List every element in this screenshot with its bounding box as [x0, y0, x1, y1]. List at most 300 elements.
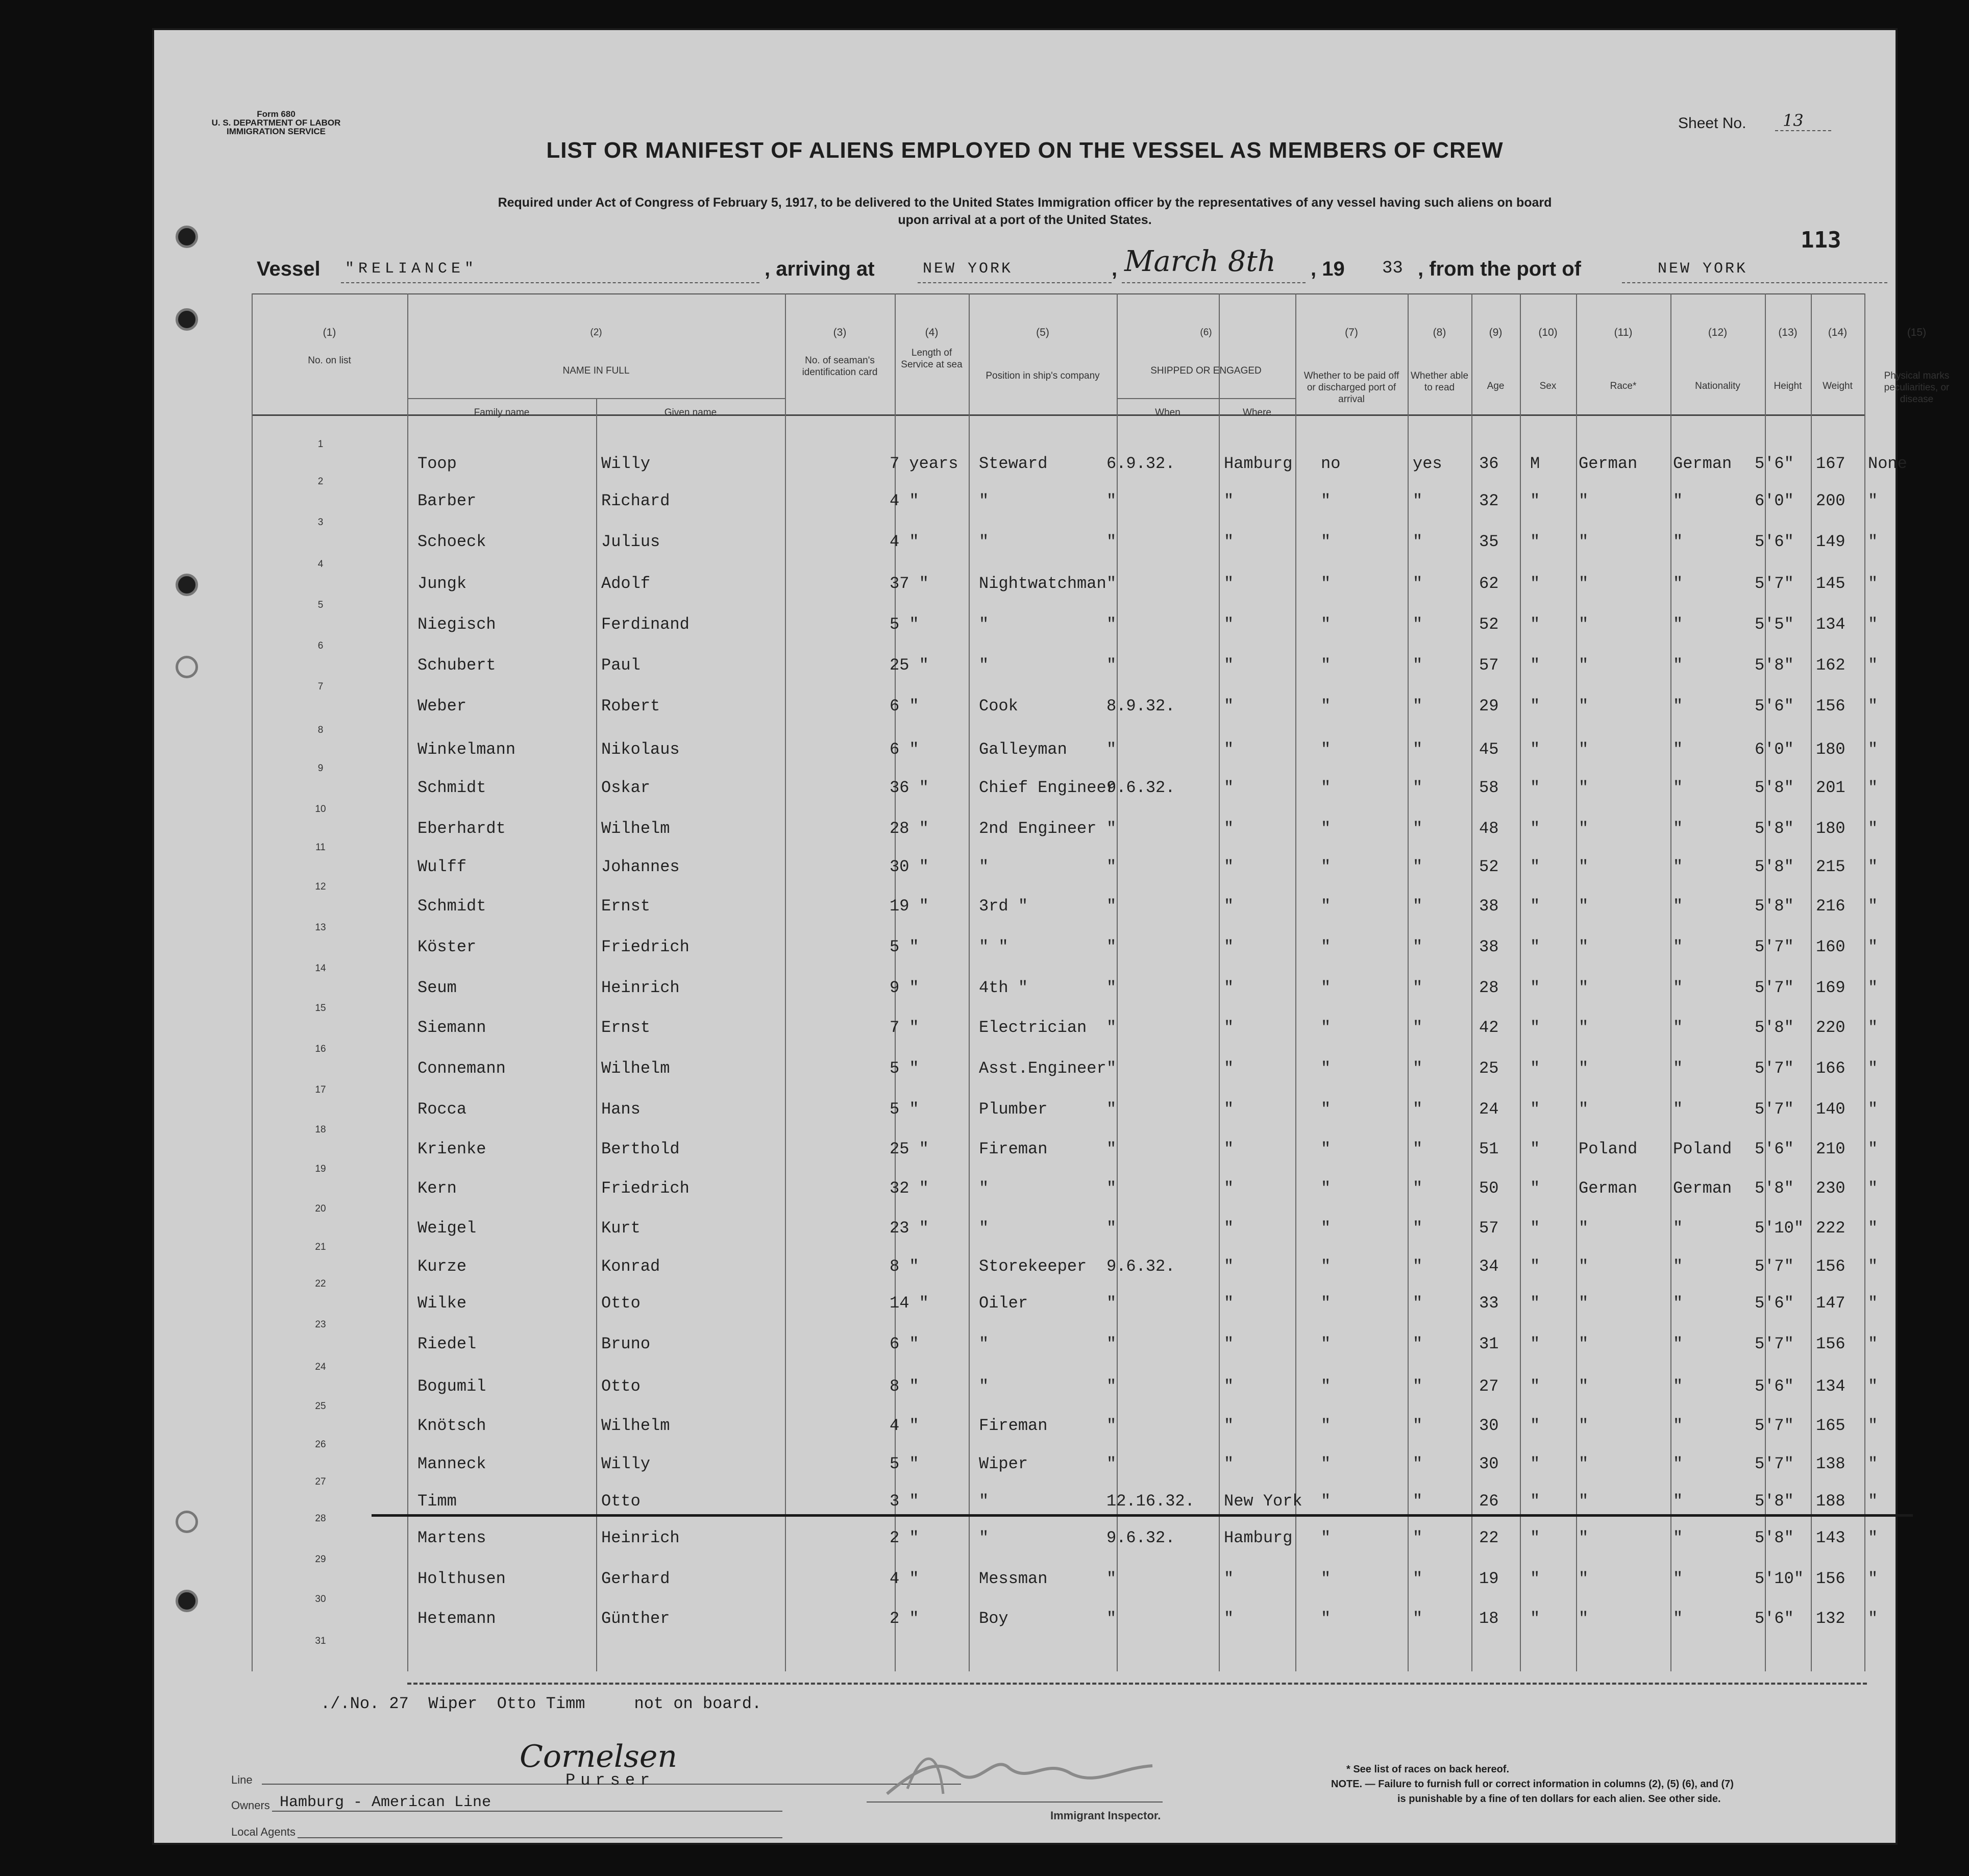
cell-physical-marks: " [1868, 1179, 1878, 1198]
cell-age: 51 [1479, 1140, 1499, 1158]
cell-position: " [979, 532, 989, 551]
cell-nationality: " [1673, 1492, 1683, 1511]
cell-shipped-where: " [1224, 697, 1234, 715]
cell-height: 5'10" [1755, 1219, 1804, 1238]
cell-race: " [1579, 491, 1589, 510]
cell-able-read: " [1413, 1257, 1423, 1276]
note-3: is punishable by a fine of ten dollars for each alien. See other side. [1397, 1793, 1721, 1805]
cell-service-length: 2 " [890, 1609, 919, 1628]
owners-value: Hamburg - American Line [280, 1794, 491, 1811]
cell-shipped-when: 12.16.32. [1106, 1492, 1195, 1511]
cell-service-length: 5 " [890, 937, 919, 956]
cell-able-read: " [1413, 1294, 1423, 1313]
subtitle-line-2: upon arrival at a port of the United States. [898, 213, 1152, 227]
cell-age: 35 [1479, 532, 1499, 551]
cell-shipped-when: " [1106, 1294, 1117, 1313]
cell-physical-marks: " [1868, 1257, 1878, 1276]
header-name-in-full: NAME IN FULL [562, 365, 630, 376]
cell-physical-marks: " [1868, 819, 1878, 838]
cell-sex: " [1530, 937, 1540, 956]
cell-race: " [1579, 937, 1589, 956]
punch-hole [176, 1590, 198, 1612]
cell-nationality: " [1673, 1335, 1683, 1353]
cell-service-length: 14 " [890, 1294, 929, 1313]
cell-paid-off: " [1321, 1018, 1331, 1037]
cell-shipped-when: " [1106, 615, 1117, 634]
cell-height: 5'6" [1755, 1609, 1794, 1628]
header-service-number: (4) [925, 327, 939, 338]
cell-age: 18 [1479, 1609, 1499, 1628]
arriving-label: , arriving at [765, 258, 875, 280]
cell-paid-off: " [1321, 1492, 1331, 1511]
cell-weight: 149 [1816, 532, 1845, 551]
row-number: 1 [317, 439, 324, 450]
cell-weight: 156 [1816, 1335, 1845, 1353]
cell-family-name: Bogumil [417, 1377, 486, 1396]
cell-weight: 134 [1816, 1377, 1845, 1396]
cell-family-name: Seum [417, 978, 457, 997]
cell-family-name: Timm [417, 1492, 457, 1511]
cell-sex: " [1530, 1609, 1540, 1628]
cell-age: 38 [1479, 937, 1499, 956]
cell-nationality: " [1673, 937, 1683, 956]
cell-family-name: Schmidt [417, 778, 486, 797]
cell-race: " [1579, 1294, 1589, 1313]
remark: ./.No. 27 Wiper Otto Timm not on board. [321, 1694, 762, 1713]
cell-weight: 160 [1816, 937, 1845, 956]
row-number: 25 [315, 1401, 326, 1412]
inspector-label: Immigrant Inspector. [1050, 1809, 1161, 1822]
cell-race: " [1579, 857, 1589, 876]
cell-nationality: " [1673, 1018, 1683, 1037]
cell-given-name: Ferdinand [601, 615, 690, 634]
header-no-on-list: No. on list [308, 355, 351, 366]
row-number: 2 [317, 476, 324, 487]
cell-shipped-where: " [1224, 1140, 1234, 1158]
cell-height: 5'8" [1755, 819, 1794, 838]
cell-shipped-when: " [1106, 1059, 1117, 1078]
header-shipped-engaged: SHIPPED OR ENGAGED [1150, 365, 1262, 376]
cell-race: " [1579, 1257, 1589, 1276]
comma-1: , [1112, 258, 1118, 280]
cell-race: " [1579, 1377, 1589, 1396]
cell-shipped-when: " [1106, 1179, 1117, 1198]
cell-height: 5'6" [1755, 1294, 1794, 1313]
cell-shipped-when: " [1106, 1609, 1117, 1628]
cell-position: Cook [979, 697, 1018, 715]
cell-given-name: Heinrich [601, 978, 680, 997]
cell-position: Oiler [979, 1294, 1028, 1313]
cell-height: 5'7" [1755, 1416, 1794, 1435]
cell-height: 5'8" [1755, 1528, 1794, 1547]
cell-able-read: " [1413, 1416, 1423, 1435]
cell-position: Asst.Engineer [979, 1059, 1106, 1078]
cell-shipped-where: " [1224, 656, 1234, 675]
cell-weight: 145 [1816, 574, 1845, 593]
cell-sex: " [1530, 532, 1540, 551]
cell-race: " [1579, 819, 1589, 838]
strike-through-line [372, 1514, 1913, 1517]
cell-physical-marks: " [1868, 1294, 1878, 1313]
cell-nationality: " [1673, 1528, 1683, 1547]
cell-nationality: " [1673, 1257, 1683, 1276]
cell-given-name: Konrad [601, 1257, 660, 1276]
cell-service-length: 37 " [890, 574, 929, 593]
cell-given-name: Wilhelm [601, 819, 670, 838]
vessel-label: Vessel [257, 258, 321, 280]
cell-height: 5'8" [1755, 857, 1794, 876]
cell-race: " [1579, 1454, 1589, 1473]
header-no-on-list-number: (1) [323, 327, 336, 338]
cell-given-name: Nikolaus [601, 740, 680, 759]
cell-paid-off: " [1321, 697, 1331, 715]
cell-family-name: Köster [417, 937, 477, 956]
row-number: 27 [315, 1476, 326, 1487]
column-rule [1520, 293, 1521, 1671]
cell-position: " [979, 491, 989, 510]
cell-shipped-where: " [1224, 1059, 1234, 1078]
cell-paid-off: " [1321, 937, 1331, 956]
arrival-date: March 8th [1124, 245, 1276, 278]
cell-nationality: " [1673, 1294, 1683, 1313]
cell-position: " [979, 1377, 989, 1396]
cell-height: 5'7" [1755, 978, 1794, 997]
cell-nationality: " [1673, 1059, 1683, 1078]
cell-paid-off: " [1321, 1257, 1331, 1276]
cell-given-name: Berthold [601, 1140, 680, 1158]
cell-sex: " [1530, 1416, 1540, 1435]
cell-able-read: " [1413, 857, 1423, 876]
cell-nationality: " [1673, 1609, 1683, 1628]
cell-family-name: Schmidt [417, 897, 486, 916]
cell-shipped-when: 8.9.32. [1106, 697, 1175, 715]
cell-able-read: yes [1413, 454, 1442, 473]
cell-physical-marks: " [1868, 656, 1878, 675]
cell-shipped-when: " [1106, 1569, 1117, 1588]
cell-physical-marks: " [1868, 1569, 1878, 1588]
cell-service-length: 4 " [890, 1569, 919, 1588]
cell-paid-off: " [1321, 740, 1331, 759]
header-weight: Weight [1823, 381, 1853, 391]
cell-physical-marks: " [1868, 1219, 1878, 1238]
cell-physical-marks: None [1868, 454, 1907, 473]
cell-sex: " [1530, 1100, 1540, 1119]
cell-weight: 210 [1816, 1140, 1845, 1158]
cell-shipped-where: Hamburg [1224, 1528, 1293, 1547]
row-number: 11 [315, 842, 326, 853]
cell-age: 52 [1479, 615, 1499, 634]
cell-age: 58 [1479, 778, 1499, 797]
cell-physical-marks: " [1868, 1140, 1878, 1158]
cell-shipped-where: " [1224, 1454, 1234, 1473]
cell-race: " [1579, 697, 1589, 715]
cell-given-name: Otto [601, 1294, 641, 1313]
cell-given-name: Bruno [601, 1335, 651, 1353]
column-rule [1295, 293, 1296, 1671]
cell-race: " [1579, 1492, 1589, 1511]
cell-service-length: 5 " [890, 1454, 919, 1473]
cell-family-name: Schoeck [417, 532, 486, 551]
cell-sex: " [1530, 1377, 1540, 1396]
cell-position: " [979, 1528, 989, 1547]
cell-age: 30 [1479, 1416, 1499, 1435]
cell-position: Fireman [979, 1140, 1048, 1158]
cell-race: " [1579, 1335, 1589, 1353]
cell-race: " [1579, 778, 1589, 797]
cell-shipped-when: " [1106, 1140, 1117, 1158]
cell-service-length: 6 " [890, 1335, 919, 1353]
cell-shipped-where: " [1224, 491, 1234, 510]
column-rule [785, 293, 786, 1671]
cell-position: 2nd Engineer [979, 819, 1097, 838]
cell-given-name: Hans [601, 1100, 641, 1119]
cell-height: 5'6" [1755, 454, 1794, 473]
cell-height: 5'7" [1755, 1454, 1794, 1473]
cell-race: " [1579, 1528, 1589, 1547]
cell-age: 32 [1479, 491, 1499, 510]
header-physical-marks: Physical marks peculiarities, or disease [1884, 371, 1950, 405]
cell-weight: 132 [1816, 1609, 1845, 1628]
cell-able-read: " [1413, 937, 1423, 956]
cell-given-name: Robert [601, 697, 660, 715]
cell-nationality: " [1673, 491, 1683, 510]
cell-able-read: " [1413, 1219, 1423, 1238]
row-number: 12 [315, 881, 326, 892]
cell-paid-off: " [1321, 1100, 1331, 1119]
cell-paid-off: " [1321, 656, 1331, 675]
row-number: 28 [315, 1513, 326, 1524]
cell-age: 52 [1479, 857, 1499, 876]
subtitle [280, 194, 1770, 229]
cell-physical-marks: " [1868, 978, 1878, 997]
cell-service-length: 30 " [890, 857, 929, 876]
cell-able-read: " [1413, 656, 1423, 675]
cell-nationality: " [1673, 1416, 1683, 1435]
cell-shipped-when: " [1106, 897, 1117, 916]
cell-physical-marks: " [1868, 491, 1878, 510]
row-number: 20 [315, 1203, 326, 1214]
cell-family-name: Holthusen [417, 1569, 506, 1588]
form-department: U. S. DEPARTMENT OF LABOR [211, 118, 341, 128]
cell-able-read: " [1413, 1059, 1423, 1078]
row-number: 15 [315, 1003, 326, 1014]
cell-service-length: 4 " [890, 491, 919, 510]
cell-given-name: Willy [601, 454, 651, 473]
column-rule [1811, 293, 1812, 1671]
cell-shipped-when: " [1106, 574, 1117, 593]
cell-able-read: " [1413, 1335, 1423, 1353]
column-rule [1408, 293, 1409, 1671]
cell-age: 45 [1479, 740, 1499, 759]
cell-given-name: Wilhelm [601, 1416, 670, 1435]
cell-shipped-where: " [1224, 897, 1234, 916]
cell-family-name: Jungk [417, 574, 467, 593]
cell-service-length: 7 " [890, 1018, 919, 1037]
header-where: Where [1243, 407, 1271, 418]
cell-nationality: " [1673, 819, 1683, 838]
cell-given-name: Günther [601, 1609, 670, 1628]
cell-sex: " [1530, 1294, 1540, 1313]
cell-shipped-where: " [1224, 532, 1234, 551]
cell-given-name: Wilhelm [601, 1059, 670, 1078]
cell-given-name: Adolf [601, 574, 651, 593]
cell-paid-off: " [1321, 1377, 1331, 1396]
cell-weight: 180 [1816, 740, 1845, 759]
cell-given-name: Julius [601, 532, 660, 551]
cell-given-name: Otto [601, 1377, 641, 1396]
note-1: * See list of races on back hereof. [1346, 1764, 1510, 1775]
header-able-read-number: (8) [1433, 327, 1446, 338]
header-name-number: (2) [590, 327, 602, 338]
cell-shipped-where: " [1224, 778, 1234, 797]
manifest-sheet [152, 28, 1950, 1845]
cell-shipped-when: " [1106, 937, 1117, 956]
cell-given-name: Friedrich [601, 937, 690, 956]
cell-position: Steward [979, 454, 1048, 473]
header-id-card: No. of seaman's identification card [802, 355, 878, 378]
cell-service-length: 23 " [890, 1219, 929, 1238]
cell-weight: 156 [1816, 697, 1845, 715]
cell-shipped-when: " [1106, 1018, 1117, 1037]
cell-family-name: Schubert [417, 656, 496, 675]
cell-given-name: Ernst [601, 897, 651, 916]
cell-sex: M [1530, 454, 1540, 473]
cell-age: 29 [1479, 697, 1499, 715]
cell-physical-marks: " [1868, 1335, 1878, 1353]
cell-sex: " [1530, 697, 1540, 715]
header-service: Length of Service at sea [901, 348, 963, 370]
subtitle-line-1: Required under Act of Congress of February 5, 1917, to be delivered to the United States Immigration officer by the representatives of any vessel having such aliens on board [498, 195, 1552, 210]
cell-given-name: Heinrich [601, 1528, 680, 1547]
cell-sex: " [1530, 740, 1540, 759]
cell-paid-off: " [1321, 1528, 1331, 1547]
cell-weight: 167 [1816, 454, 1845, 473]
cell-shipped-when: " [1106, 656, 1117, 675]
cell-height: 5'7" [1755, 1335, 1794, 1353]
header-age: Age [1487, 381, 1505, 391]
cell-weight: 201 [1816, 778, 1845, 797]
cell-position: Chief Engineer [979, 778, 1116, 797]
row-number: 22 [315, 1278, 326, 1289]
footer-notes [1331, 1762, 1841, 1807]
cell-able-read: " [1413, 1140, 1423, 1158]
cell-shipped-when: " [1106, 819, 1117, 838]
row-number: 26 [315, 1439, 326, 1450]
cell-shipped-when: " [1106, 1100, 1117, 1119]
cell-paid-off: " [1321, 1454, 1331, 1473]
page-title: LIST OR MANIFEST OF ALIENS EMPLOYED ON THE VESSEL AS MEMBERS OF CREW [546, 138, 1504, 163]
cell-able-read: " [1413, 978, 1423, 997]
cell-service-length: 8 " [890, 1377, 919, 1396]
sheet-label: Sheet No. [1678, 115, 1746, 132]
cell-height: 5'6" [1755, 1377, 1794, 1396]
column-rule [1576, 293, 1577, 1671]
cell-position: " [979, 1179, 989, 1198]
cell-physical-marks: " [1868, 1059, 1878, 1078]
cell-shipped-when: " [1106, 1416, 1117, 1435]
cell-shipped-when: 9.6.32. [1106, 1257, 1175, 1276]
header-sex: Sex [1539, 381, 1557, 391]
cell-shipped-when: " [1106, 532, 1117, 551]
cell-age: 57 [1479, 1219, 1499, 1238]
cell-position: Messman [979, 1569, 1048, 1588]
cell-race: " [1579, 1219, 1589, 1238]
cell-shipped-when: " [1106, 491, 1117, 510]
form-service: IMMIGRATION SERVICE [227, 127, 326, 136]
cell-paid-off: " [1321, 778, 1331, 797]
cell-height: 5'7" [1755, 1100, 1794, 1119]
cell-weight: 134 [1816, 615, 1845, 634]
cell-height: 5'8" [1755, 1179, 1794, 1198]
header-height: Height [1774, 381, 1802, 391]
punch-hole [176, 226, 198, 248]
cell-shipped-when: 6.9.32. [1106, 454, 1175, 473]
cell-age: 36 [1479, 454, 1499, 473]
cell-weight: 188 [1816, 1492, 1845, 1511]
cell-paid-off: " [1321, 1569, 1331, 1588]
owners-label: Owners [231, 1799, 270, 1812]
purser-signature: Cornelsen [520, 1739, 677, 1774]
column-rule [1471, 293, 1472, 1671]
row-number: 30 [315, 1594, 326, 1605]
cell-weight: 140 [1816, 1100, 1845, 1119]
cell-age: 34 [1479, 1257, 1499, 1276]
cell-height: 6'0" [1755, 491, 1794, 510]
cell-nationality: " [1673, 1569, 1683, 1588]
cell-nationality: " [1673, 656, 1683, 675]
cell-age: 30 [1479, 1454, 1499, 1473]
cell-paid-off: " [1321, 615, 1331, 634]
cell-sex: " [1530, 574, 1540, 593]
cell-able-read: " [1413, 574, 1423, 593]
cell-height: 5'8" [1755, 1018, 1794, 1037]
cell-physical-marks: " [1868, 1492, 1878, 1511]
row-number: 29 [315, 1554, 326, 1565]
cell-given-name: Otto [601, 1492, 641, 1511]
cell-shipped-where: " [1224, 1179, 1234, 1198]
cell-paid-off: " [1321, 897, 1331, 916]
cell-family-name: Niegisch [417, 615, 496, 634]
cell-nationality: " [1673, 615, 1683, 634]
cell-family-name: Winkelmann [417, 740, 516, 759]
form-header [202, 110, 350, 136]
row-number: 13 [315, 922, 326, 933]
column-rule [1670, 293, 1671, 1671]
header-able-read: Whether able to read [1411, 371, 1469, 393]
cell-able-read: " [1413, 1018, 1423, 1037]
cell-paid-off: " [1321, 1294, 1331, 1313]
cell-weight: 222 [1816, 1219, 1845, 1238]
cell-weight: 156 [1816, 1257, 1845, 1276]
cell-physical-marks: " [1868, 615, 1878, 634]
cell-sex: " [1530, 1059, 1540, 1078]
cell-paid-off: " [1321, 574, 1331, 593]
cell-shipped-where: " [1224, 819, 1234, 838]
cell-race: " [1579, 615, 1589, 634]
cell-shipped-where: New York [1224, 1492, 1302, 1511]
from-label: , from the port of [1418, 258, 1581, 280]
header-sex-number: (10) [1538, 327, 1558, 338]
from-port: NEW YORK [1658, 260, 1748, 278]
cell-sex: " [1530, 1454, 1540, 1473]
cell-race: Poland [1579, 1140, 1638, 1158]
cell-shipped-when: 9.6.32. [1106, 1528, 1175, 1547]
cell-sex: " [1530, 897, 1540, 916]
cell-race: " [1579, 1609, 1589, 1628]
cell-service-length: 25 " [890, 656, 929, 675]
header-race-number: (11) [1614, 327, 1633, 338]
cell-weight: 169 [1816, 978, 1845, 997]
